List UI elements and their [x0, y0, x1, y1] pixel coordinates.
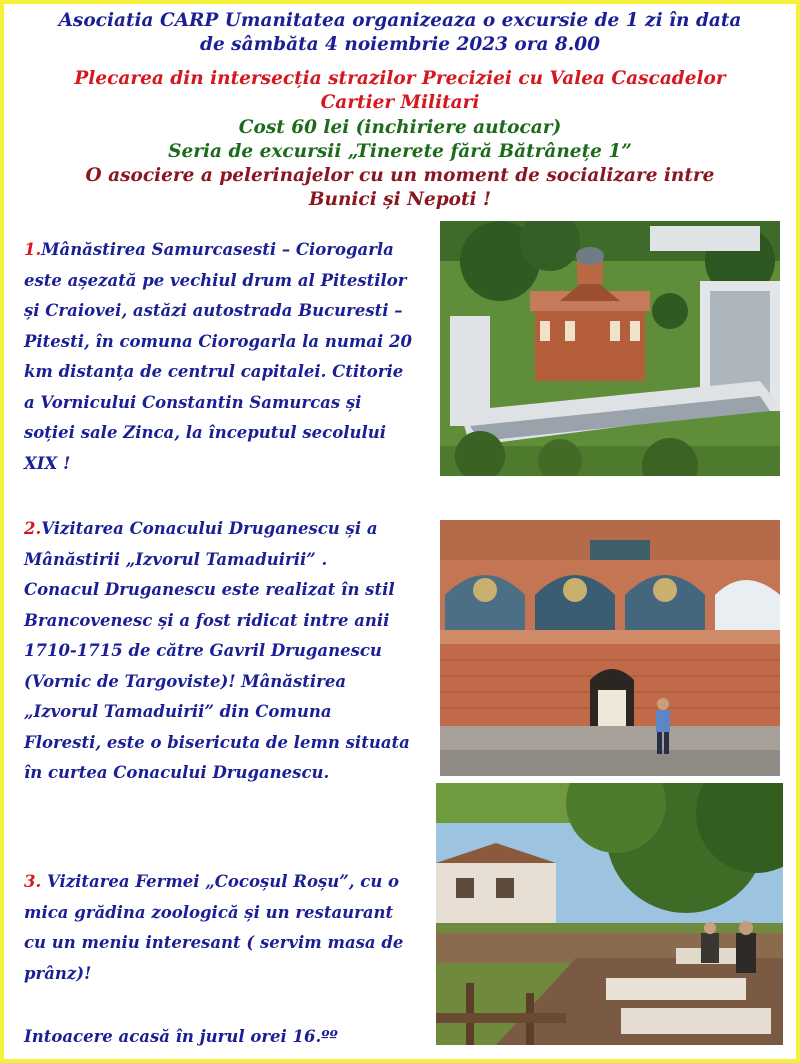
header-tagline-line-1: O asociere a pelerinajelor cu un moment de socializare intre: [85, 165, 715, 186]
section-1-line: km distanța de centrul capitalei. Ctitorie: [24, 362, 404, 381]
header-departure-line-1: Plecarea din intersecția strazilor Preciziei cu Valea Cascadelor: [74, 68, 726, 89]
section-1-line: este așezată pe vechiul drum al Pitestilor: [24, 270, 407, 290]
flyer-page: [4, 4, 796, 1059]
monastery-aerial-photo: [440, 221, 780, 476]
header-title-line-1: Asociatia CARP Umanitatea organizeaza o excursie de 1 zi în data: [58, 10, 742, 31]
header-departure-line-2: Cartier Militari: [320, 92, 480, 113]
druganescu-manor-photo: [440, 520, 780, 776]
section-3-line: Vizitarea Fermei „Cocoșul Roșu”, cu o: [41, 872, 400, 891]
section-3-text: [24, 867, 444, 989]
section-1-line: a Vornicului Constantin Samurcas și: [24, 392, 362, 412]
section-2-line: (Vornic de Targoviste)! Mânăstirea: [24, 671, 347, 691]
section-1-text: [24, 235, 444, 479]
header-cost: Cost 60 lei (inchiriere autocar): [238, 117, 562, 138]
section-2-line: în curtea Conacului Druganescu.: [24, 763, 330, 782]
section-2-line: Conacul Druganescu este realizat în stil: [24, 580, 395, 599]
section-1-line: soției sale Zinca, la începutul secolului: [24, 423, 387, 442]
section-2-line: Mânăstirii „Izvorul Tamaduirii” .: [24, 549, 328, 569]
section-2-number: 2.: [24, 519, 42, 538]
section-1-number: 1.: [24, 240, 42, 259]
header-series: Seria de excursii „Tinerete fără Bătrânețe 1”: [168, 141, 632, 162]
header-tagline-line-2: Bunici și Nepoti !: [308, 189, 492, 210]
section-1-line: XIX !: [24, 453, 71, 473]
section-3-line: cu un meniu interesant ( servim masa de: [24, 933, 404, 952]
section-1-line: Pitesti, în comuna Ciorogarla la numai 20: [24, 331, 412, 351]
section-2-line: 1710-1715 de către Gavril Druganescu: [24, 641, 382, 660]
farm-restaurant-photo: [436, 783, 783, 1045]
return-time-note: Intoacere acasă în jurul orei 16.ºº: [24, 1027, 338, 1046]
section-2-line: „Izvorul Tamaduirii” din Comuna: [24, 702, 332, 721]
section-2-line: Floresti, este o bisericuta de lemn situata: [24, 732, 410, 752]
section-2-text: [24, 514, 444, 789]
section-3-line: prânz)!: [24, 963, 92, 983]
section-3-line: mica grădina zoologică și un restaurant: [24, 902, 394, 922]
section-3-number: 3.: [24, 872, 42, 891]
section-2-line: Brancovenesc și a fost ridicat intre anii: [24, 610, 390, 630]
section-2-line: Vizitarea Conacului Druganescu și a: [41, 519, 378, 538]
header-title-line-2: de sâmbăta 4 noiembrie 2023 ora 8.00: [200, 34, 600, 55]
section-1-line: Mânăstirea Samurcasesti – Ciorogarla: [41, 240, 394, 259]
section-1-line: și Craiovei, astăzi autostrada Bucuresti –: [24, 301, 403, 320]
